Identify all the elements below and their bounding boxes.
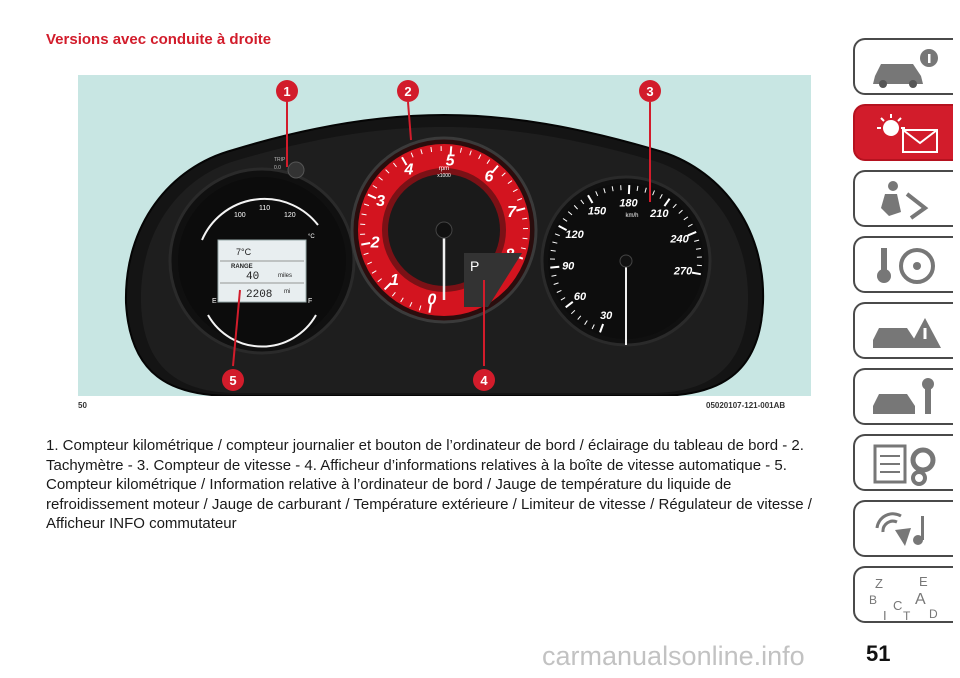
svg-text:Z: Z bbox=[875, 576, 883, 591]
speedo-tick bbox=[550, 267, 559, 268]
gear-indicator: P bbox=[470, 258, 480, 274]
alphabetical-index-icon bbox=[867, 574, 947, 624]
svg-text:C: C bbox=[893, 598, 903, 613]
speedo-number-120: 120 bbox=[565, 228, 584, 241]
car-wrench-icon bbox=[867, 376, 947, 420]
outside-temperature: 7°C bbox=[236, 247, 252, 257]
tach-tick bbox=[523, 238, 528, 239]
key-steering-wheel-icon bbox=[867, 244, 947, 288]
callout-5 bbox=[222, 369, 244, 391]
range-label: RANGE bbox=[231, 264, 253, 270]
tab-car-info[interactable] bbox=[853, 38, 953, 95]
warning-light-message-icon bbox=[867, 112, 947, 156]
tach-number-1: 1 bbox=[390, 271, 399, 289]
multimedia-music-icon bbox=[867, 508, 947, 552]
tach-tick bbox=[431, 147, 432, 152]
tab-emergency[interactable] bbox=[853, 302, 953, 359]
tab-multimedia[interactable] bbox=[853, 500, 953, 557]
svg-text:4: 4 bbox=[480, 373, 488, 388]
odometer-unit: mi bbox=[284, 289, 291, 295]
callout-2 bbox=[397, 80, 419, 102]
top-scale-1: 100 bbox=[234, 212, 246, 219]
svg-text:T: T bbox=[903, 609, 911, 623]
speedo-number-210: 210 bbox=[650, 208, 669, 221]
range-unit: miles bbox=[278, 273, 293, 279]
svg-text:5: 5 bbox=[229, 373, 237, 388]
svg-text:E: E bbox=[919, 574, 928, 589]
svg-text:B: B bbox=[869, 593, 878, 607]
tach-number-2: 2 bbox=[370, 234, 380, 252]
tach-number-6: 6 bbox=[484, 168, 494, 186]
tab-index[interactable] bbox=[853, 566, 953, 623]
speedo-unit: km/h bbox=[625, 213, 639, 219]
tab-technical-data[interactable] bbox=[853, 434, 953, 491]
trip-label: TRIP bbox=[274, 157, 286, 163]
speedo-number-30: 30 bbox=[600, 310, 613, 323]
tachometer bbox=[352, 138, 536, 322]
speedo-number-240: 240 bbox=[670, 233, 689, 246]
tab-warning-lights[interactable] bbox=[853, 104, 953, 161]
figure-page-label: 50 bbox=[78, 401, 87, 410]
figure-caption: 1. Compteur kilométrique / compteur journalier et bouton de l’ordinateur de bord / éclairage du tableau de bord - 2. Tachymètre - 3. Compteur de vitesse - 4. Afficheur d’informations relatives à la boîte de vitesse automatique - 5. Compteur kilométrique / Information relative à l’ordinateur de bord / Jauge de température du liquide de refroidissement moteur / Jauge de carburant / Température extérieure / Limiteur de vitesse / Régulateur de vitesse / Afficheur INFO commutateur bbox=[46, 437, 812, 532]
tach-unit-x1000: x1000 bbox=[437, 173, 451, 179]
trip-value: 0.0 bbox=[274, 165, 281, 171]
tab-safety[interactable] bbox=[853, 170, 953, 227]
odometer-value: 2208 bbox=[246, 289, 273, 301]
data-gears-icon bbox=[867, 442, 947, 486]
speedo-number-270: 270 bbox=[673, 265, 693, 278]
car-warning-triangle-icon bbox=[867, 310, 947, 354]
speedo-tick bbox=[551, 250, 556, 251]
top-scale-3: 120 bbox=[284, 212, 296, 219]
figure-code: 05020107-121-001AB bbox=[706, 401, 786, 410]
cluster-illustration bbox=[78, 75, 811, 396]
tach-unit-rpm: rpm bbox=[438, 166, 450, 172]
svg-text:1: 1 bbox=[283, 84, 291, 99]
callout-4 bbox=[473, 369, 495, 391]
car-info-icon bbox=[867, 46, 947, 90]
range-value: 40 bbox=[246, 271, 260, 283]
watermark: carmanualsonline.info bbox=[542, 641, 805, 671]
speedo-number-90: 90 bbox=[562, 260, 575, 273]
fuel-empty-label: E bbox=[212, 298, 217, 305]
fuel-full-label: F bbox=[308, 298, 313, 305]
tach-tick bbox=[522, 218, 527, 219]
tach-number-3: 3 bbox=[376, 192, 386, 210]
tach-number-4: 4 bbox=[404, 161, 414, 179]
page-number: 51 bbox=[866, 641, 891, 666]
instrument-cluster-figure bbox=[78, 75, 811, 396]
svg-text:3: 3 bbox=[646, 84, 654, 99]
tach-number-7: 7 bbox=[507, 204, 517, 222]
tab-starting-driving[interactable] bbox=[853, 236, 953, 293]
speedo-number-180: 180 bbox=[619, 197, 638, 210]
svg-text:A: A bbox=[915, 591, 926, 608]
speedometer bbox=[542, 177, 710, 345]
svg-text:I: I bbox=[883, 608, 887, 623]
section-title: Versions avec conduite à droite bbox=[46, 31, 272, 48]
speedo-number-150: 150 bbox=[587, 205, 607, 218]
callout-1 bbox=[276, 80, 298, 102]
top-scale-2: 110 bbox=[259, 205, 271, 212]
svg-text:2: 2 bbox=[404, 84, 412, 99]
speedo-number-60: 60 bbox=[573, 291, 587, 303]
tach-number-5: 5 bbox=[445, 152, 455, 170]
svg-text:D: D bbox=[929, 607, 938, 621]
temp-unit: °C bbox=[308, 234, 315, 240]
tab-maintenance[interactable] bbox=[853, 368, 953, 425]
seat-airbag-icon bbox=[867, 178, 947, 222]
trip-reset-knob bbox=[288, 162, 304, 178]
tach-number-0: 0 bbox=[427, 291, 437, 309]
callout-3 bbox=[639, 80, 661, 102]
